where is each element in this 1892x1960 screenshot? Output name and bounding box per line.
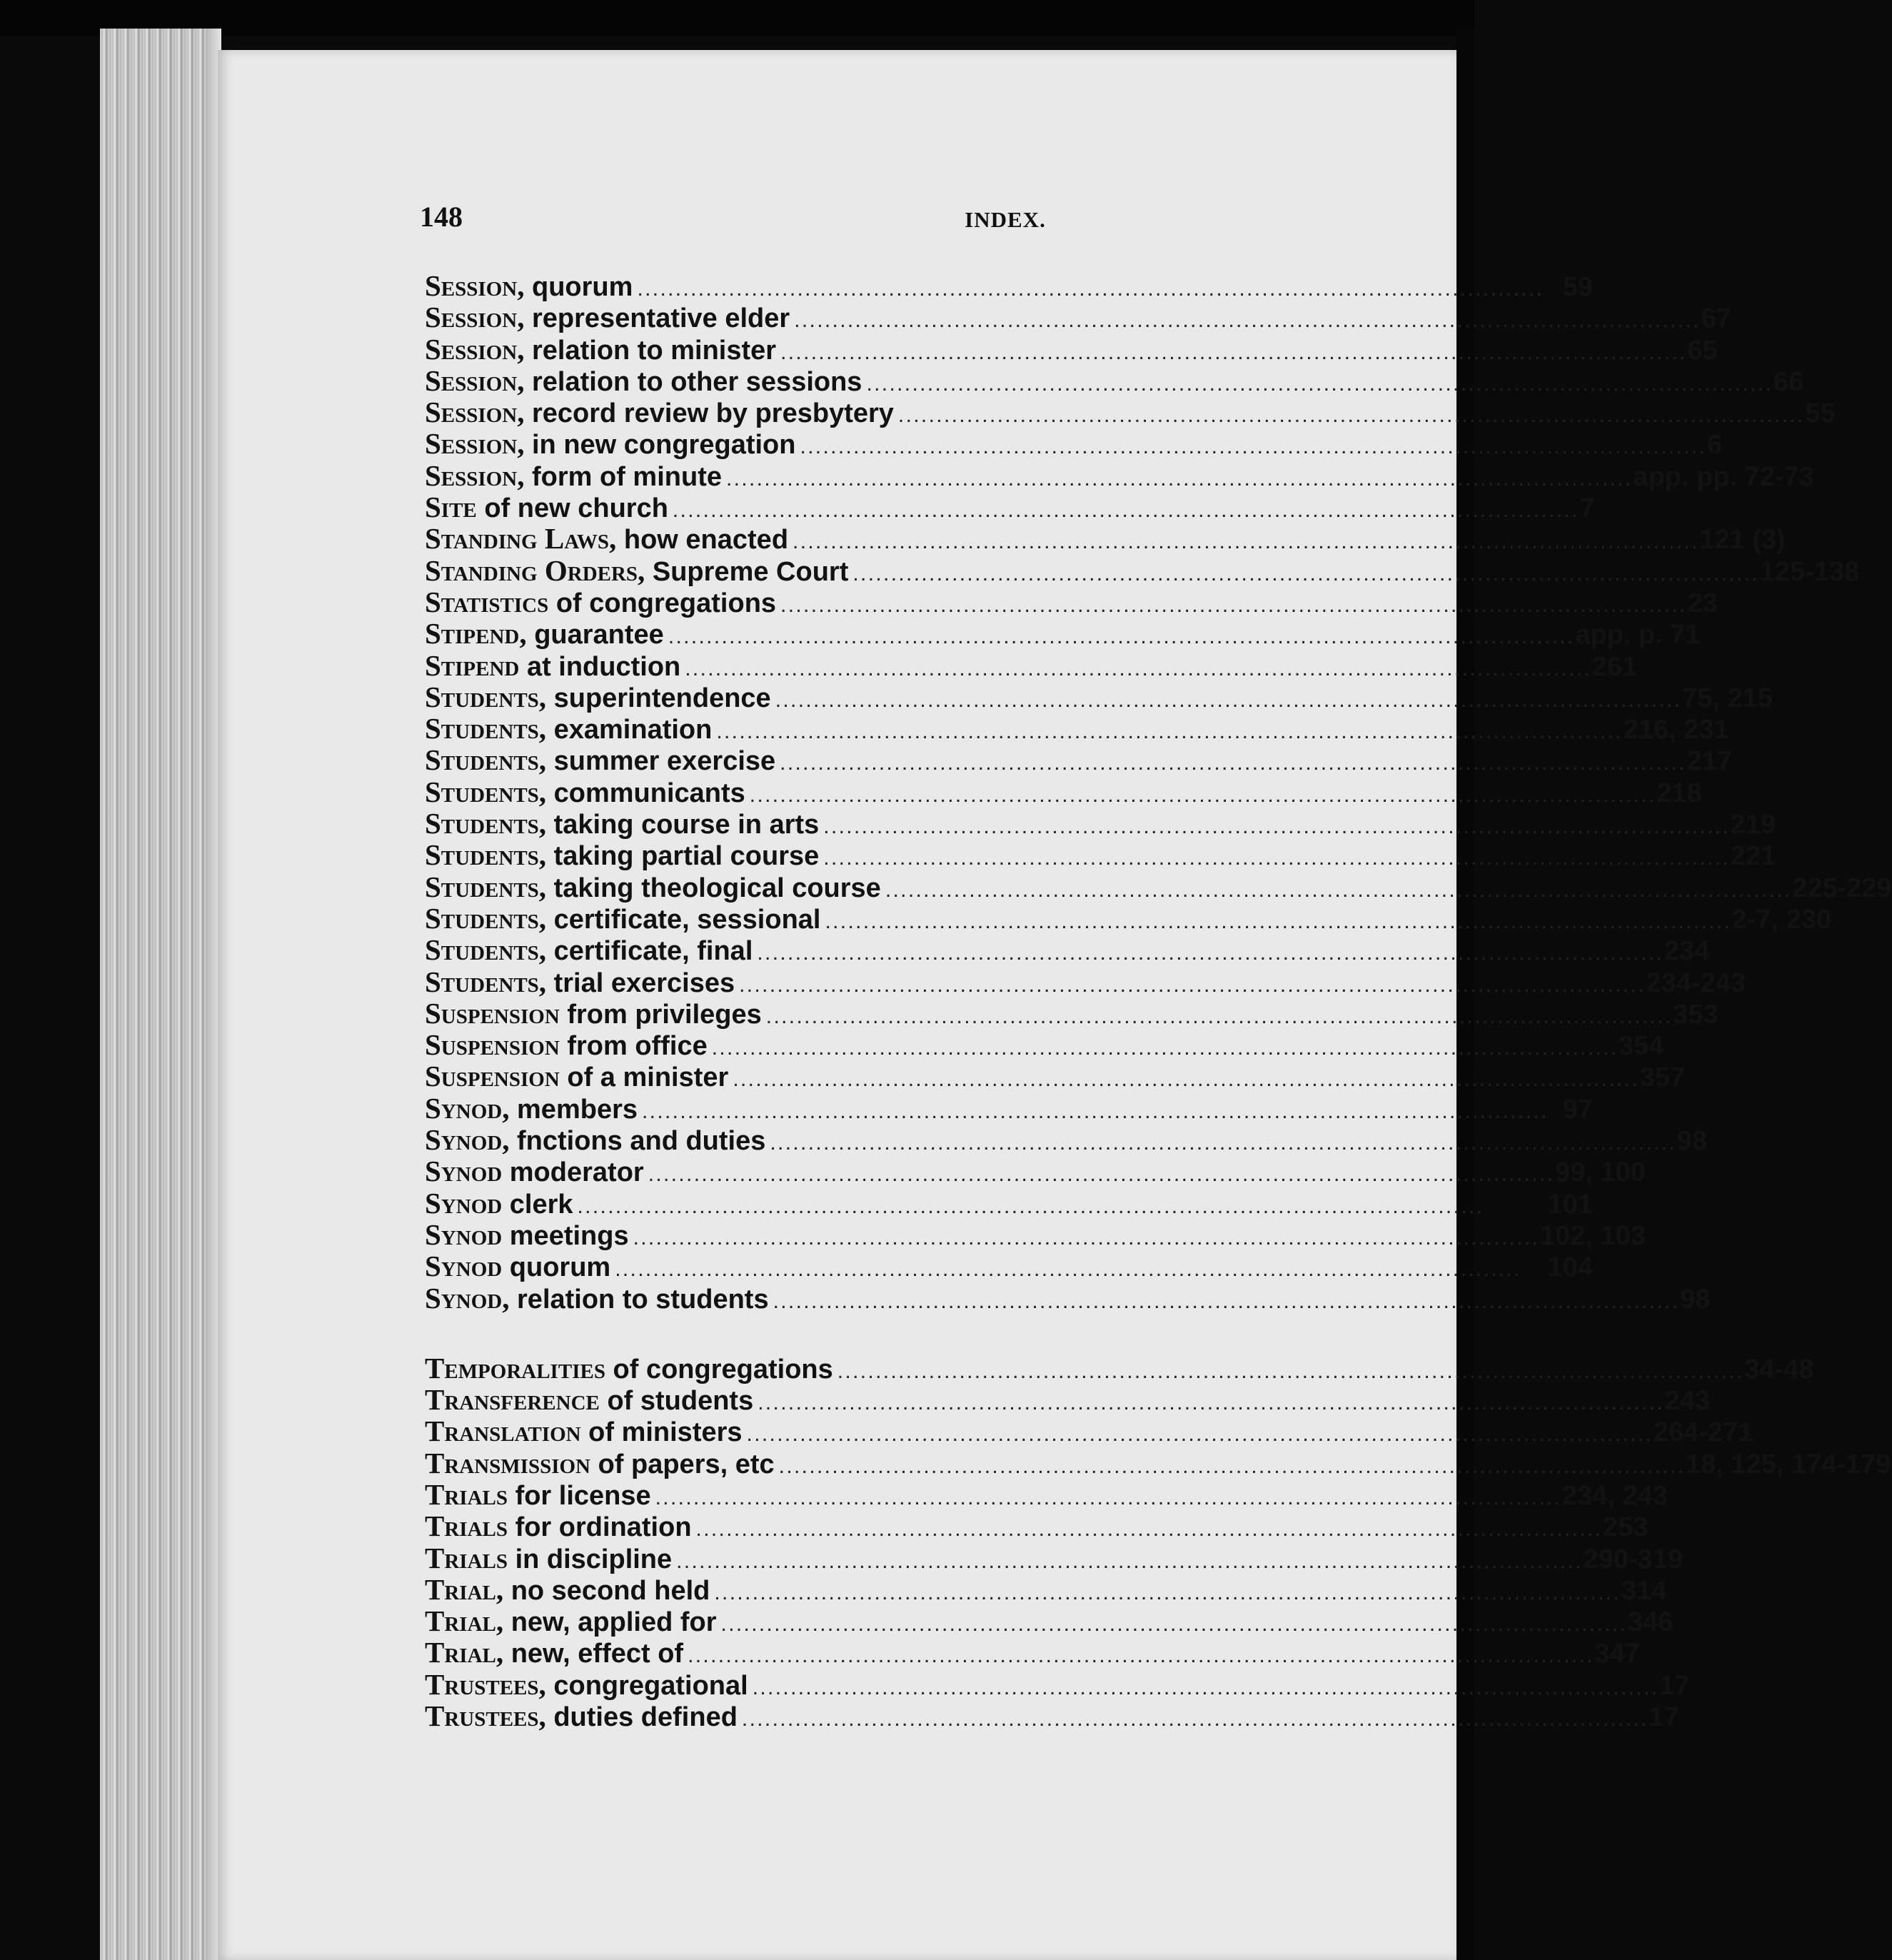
dot-leader [721,1609,1624,1640]
index-entry [425,1281,1711,1315]
dot-leader [747,1419,1649,1450]
entry-subheading: clerk [509,1189,573,1220]
dot-leader [750,780,1652,811]
entry-page-reference: 314 [1621,1575,1667,1606]
entry-subheading: quorum [509,1252,611,1283]
entry-heading: Session, [425,427,525,461]
index-entry [425,1060,1686,1093]
entry-heading: Trials [425,1477,508,1511]
dot-leader [739,970,1641,1001]
dot-leader [668,621,1571,653]
entry-heading: Suspension [425,1060,560,1093]
entry-heading: Session, [425,458,525,492]
entry-page-reference: 34-48 [1744,1354,1814,1384]
entry-heading: Students, [425,807,547,840]
entry-heading: Synod, [425,1091,510,1125]
entry-heading: Session, [425,332,525,366]
dot-leader [655,1482,1558,1514]
entry-subheading: at induction [526,651,681,682]
entry-heading: Session, [425,363,525,397]
entry-subheading: in discipline [515,1544,673,1574]
entry-heading: Students, [425,712,547,745]
page-header [420,200,1591,257]
index-entry [425,553,1860,587]
dot-leader [775,685,1678,716]
entry-page-reference: app. pp. 72-73 [1633,461,1814,492]
index-entry [425,775,1702,808]
dot-leader [898,400,1801,431]
entry-heading: Synod [425,1250,503,1283]
dot-leader [648,1159,1551,1190]
entry-subheading: quorum [532,272,633,302]
dot-leader [726,463,1629,495]
entry-page-reference: 347 [1594,1639,1640,1669]
entry-heading: Students, [425,965,547,998]
entry-subheading: for license [515,1480,651,1511]
entry-page-reference: 17 [1659,1670,1690,1701]
dot-leader [685,653,1587,685]
entry-page-reference: 221 [1730,841,1776,872]
entry-subheading: no second held [510,1575,710,1606]
index-entry [425,491,1593,523]
index-entry [425,1028,1664,1062]
dot-leader [712,1032,1614,1064]
entry-heading: Synod [425,1186,503,1220]
entry-page-reference: 75, 215 [1682,683,1773,713]
entry-heading: Students, [425,775,547,808]
dot-leader [633,1222,1536,1254]
entry-page-reference: 243 [1664,1386,1711,1417]
index-entry [425,1699,1679,1733]
dot-leader [615,1254,1543,1285]
entry-subheading: in new congregation [532,430,796,461]
entry-heading: Translation [425,1414,581,1448]
entry-subheading: summer exercise [553,746,776,777]
index-entry [425,901,1832,935]
entry-heading: Trial, [425,1636,504,1669]
index-entry [425,680,1773,713]
entry-page-reference: 97 [1562,1094,1593,1125]
entry-subheading: certificate, final [553,936,753,967]
entry-subheading: duties defined [553,1702,738,1733]
dot-leader [753,1672,1655,1704]
entry-heading: Trial, [425,1572,504,1606]
entry-heading: Synod, [425,1281,510,1315]
entry-heading: Stipend [425,648,520,682]
entry-page-reference: 357 [1639,1062,1686,1093]
dot-leader [716,716,1619,748]
entry-subheading: superintendence [553,683,771,713]
index-entry [425,1092,1593,1124]
entry-page-reference: 2-7, 230 [1731,904,1832,935]
entry-page-reference: 59 [1562,272,1593,302]
entry-page-reference: 225-229 [1792,873,1892,903]
entry-subheading: new, effect of [510,1639,684,1669]
entry-subheading: of a minister [567,1062,729,1093]
dot-leader [780,748,1682,779]
index-entry [425,648,1638,682]
index-entry [425,427,1722,461]
entry-subheading: form of minute [532,461,722,492]
entry-page-reference: 290-319 [1583,1544,1684,1574]
entry-page-reference: 65 [1687,335,1718,366]
index-entry [425,458,1814,492]
dot-leader [742,1704,1644,1735]
dot-leader [794,305,1696,336]
dot-leader [696,1514,1599,1545]
entry-heading: Statistics [425,585,549,618]
index-entry [425,743,1732,777]
entry-subheading: of ministers [588,1417,743,1448]
entry-subheading: record review by presbytery [532,398,894,429]
entry-subheading: from office [567,1031,708,1062]
entry-page-reference: 99, 100 [1555,1157,1646,1188]
dot-leader [792,526,1695,558]
dot-leader [766,1001,1669,1032]
index-entry [425,807,1776,840]
index-entry [425,1541,1684,1574]
index-entry [425,838,1776,872]
index-entry [425,585,1718,618]
entry-subheading: of congregations [555,588,777,618]
dot-leader [800,431,1702,463]
book-page [218,50,1892,1960]
entry-subheading: representative elder [532,303,790,334]
dot-leader [852,558,1755,590]
entry-heading: Suspension [425,1028,560,1062]
index-entry [425,1187,1593,1219]
index-entry [425,1667,1690,1701]
index-entry [425,965,1746,998]
running-head: INDEX. [965,207,1046,232]
dot-leader [770,1127,1672,1159]
entry-subheading: communicants [553,778,745,808]
entry-heading: Standing Laws, [425,522,617,556]
entry-subheading: of congregations [613,1354,833,1384]
index-entry [425,996,1719,1030]
dot-leader [714,1577,1616,1609]
index-entry [425,396,1836,429]
dot-leader [779,1451,1681,1482]
dot-leader [676,1546,1579,1577]
entry-page-reference: 217 [1686,746,1732,777]
entry-heading: Students, [425,870,547,903]
entry-heading: Suspension [425,996,560,1030]
entry-page-reference: 17 [1649,1702,1679,1733]
index-entry [425,1351,1814,1384]
index-entry [425,1446,1891,1479]
index-entry [425,1477,1668,1511]
index-entry [425,617,1701,650]
entry-heading: Synod, [425,1123,510,1157]
index-entry [425,1636,1640,1669]
dot-leader [837,1356,1740,1387]
entry-subheading: members [517,1094,638,1125]
entry-subheading: of papers, etc [598,1449,775,1479]
entry-heading: Transference [425,1383,600,1417]
entry-subheading: Supreme Court [652,556,849,587]
entry-page-reference: 101 [1547,1189,1593,1220]
dot-leader [733,1064,1635,1095]
dot-leader [758,1387,1660,1419]
entry-heading: Trials [425,1509,508,1543]
entry-page-reference: 125-138 [1759,556,1860,587]
index-list [425,269,1892,1733]
entry-page-reference: app. p. 71 [1575,620,1701,650]
entry-heading: Standing Orders, [425,553,645,587]
dot-leader [642,1096,1559,1127]
entry-page-reference: 23 [1687,588,1718,618]
index-entry [425,870,1892,903]
entry-heading: Students, [425,680,547,713]
dot-leader [823,811,1726,843]
dot-leader [825,906,1727,938]
entry-page-reference: 6 [1706,430,1722,461]
dot-leader [757,938,1659,969]
entry-page-reference: 346 [1627,1607,1674,1638]
index-entry [425,522,1786,556]
entry-page-reference: 261 [1591,651,1638,682]
entry-page-reference: 218 [1656,778,1702,808]
entry-page-reference: 353 [1673,999,1719,1030]
entry-subheading: relation to students [517,1284,769,1315]
entry-heading: Trustees, [425,1699,546,1733]
entry-page-reference: 104 [1547,1252,1593,1283]
entry-page-reference: 121 (3) [1699,525,1786,556]
entry-page-reference: 234-243 [1646,968,1746,998]
entry-heading: Session, [425,396,525,429]
entry-subheading: meetings [509,1220,629,1251]
entry-heading: Trustees, [425,1667,546,1701]
entry-page-reference: 219 [1730,810,1776,840]
entry-page-reference: 18, 125, 174-179 [1686,1449,1891,1479]
dot-leader [780,337,1683,368]
entry-heading: Students, [425,901,547,935]
entry-heading: Synod [425,1155,503,1188]
entry-page-reference: 354 [1619,1031,1664,1062]
entry-subheading: from privileges [567,999,762,1030]
entry-page-reference: 102, 103 [1539,1220,1646,1251]
entry-page-reference: 234, 243 [1562,1480,1668,1511]
entry-subheading: how enacted [623,525,789,556]
entry-subheading: new, applied for [510,1607,717,1638]
entry-heading: Students, [425,743,547,777]
index-entry [425,1123,1708,1157]
entry-subheading: congregational [553,1670,748,1701]
index-entry [425,1414,1753,1448]
entry-subheading: taking theological course [553,873,881,903]
entry-subheading: taking partial course [553,841,820,872]
entry-heading: Session, [425,301,525,334]
entry-heading: Trial, [425,1604,504,1638]
entry-heading: Stipend, [425,617,527,650]
entry-heading: Students, [425,933,547,967]
entry-subheading: of students [607,1386,754,1417]
entry-subheading: relation to other sessions [532,366,862,397]
index-entry [425,1217,1646,1251]
dot-leader [885,875,1788,906]
index-entry [425,1509,1649,1543]
entry-heading: Students, [425,838,547,872]
page-number: 148 [420,201,463,233]
index-entry [425,363,1804,397]
entry-heading: Transmission [425,1446,591,1479]
entry-subheading: taking course in arts [553,810,820,840]
entry-page-reference: 264-271 [1653,1417,1753,1448]
index-entry [425,933,1710,967]
entry-subheading: fnctions and duties [517,1126,766,1157]
dot-leader [773,1286,1676,1317]
entry-heading: Temporalities [425,1351,605,1384]
index-entry [425,1155,1646,1188]
index-entry [425,301,1731,334]
dot-leader [673,495,1575,526]
entry-page-reference: 55 [1805,398,1836,429]
entry-subheading: guarantee [534,620,664,650]
dot-leader [578,1191,1544,1222]
index-entry [425,712,1729,745]
entry-subheading: for ordination [515,1512,692,1543]
index-entry [425,332,1718,366]
entry-subheading: of new church [484,493,668,524]
entry-page-reference: 67 [1701,303,1731,334]
entry-page-reference: 216, 231 [1623,715,1729,745]
index-entry [425,270,1593,301]
dot-leader [688,1640,1590,1672]
entry-subheading: moderator [509,1157,644,1188]
entry-page-reference: 234 [1664,936,1710,967]
entry-subheading: examination [553,715,713,745]
entry-heading: Synod [425,1217,503,1251]
entry-page-reference: 7 [1579,493,1595,524]
entry-heading: Site [425,491,477,524]
dot-leader [823,843,1726,874]
entry-subheading: relation to minister [532,335,777,366]
index-entry [425,1383,1711,1417]
book-page-edges [100,29,221,1960]
entry-heading: Session, [425,269,525,302]
entry-page-reference: 253 [1602,1512,1649,1543]
index-entry [425,1572,1667,1606]
index-entry [425,1604,1674,1638]
entry-subheading: trial exercises [553,968,735,998]
entry-subheading: certificate, sessional [553,904,821,935]
dot-leader [866,368,1768,400]
entry-page-reference: 98 [1676,1126,1708,1157]
entry-page-reference: 98 [1679,1284,1711,1315]
entry-page-reference: 66 [1773,366,1804,397]
index-entry [425,1250,1593,1282]
entry-heading: Trials [425,1541,508,1574]
dot-leader [637,273,1558,305]
dot-leader [780,590,1683,621]
